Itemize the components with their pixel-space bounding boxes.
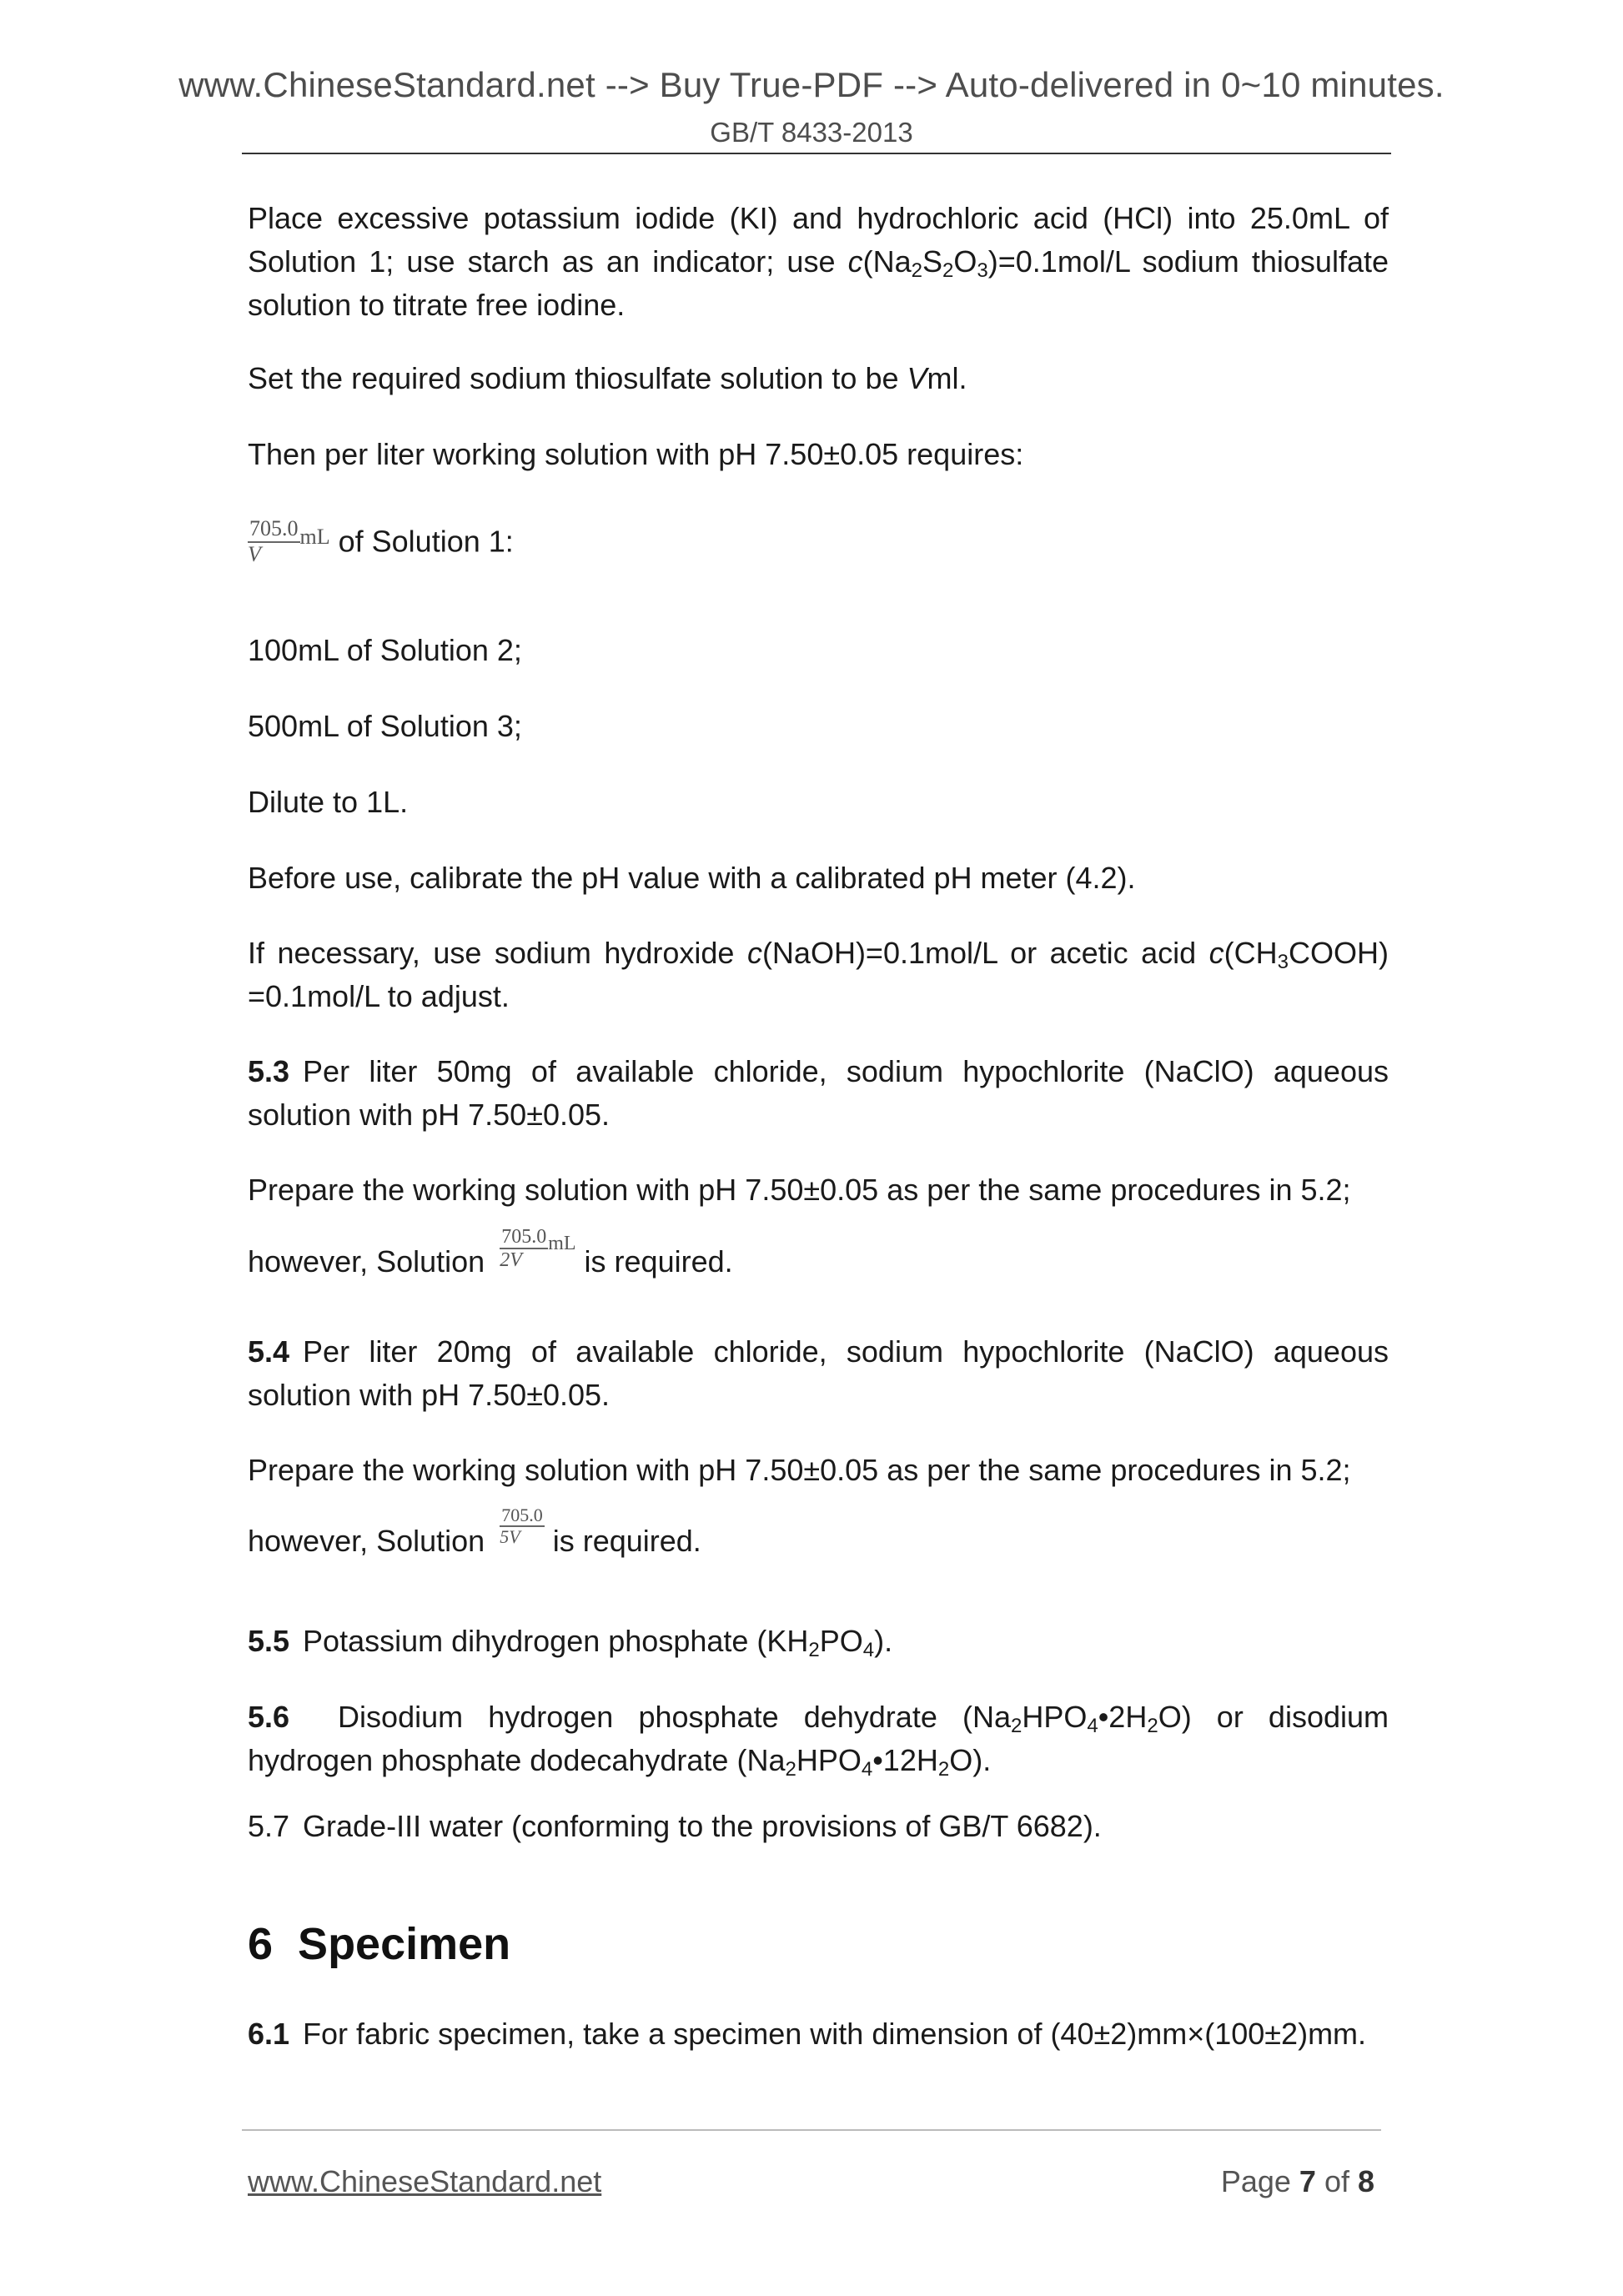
clause-5-3: 5.3 Per liter 50mg of available chloride, sodium hypochlorite (NaClO) aqueous solution with pH 7.50±0.05. <box>248 1054 1389 1132</box>
footer-divider <box>242 2129 1381 2131</box>
clause-5-4-prepare: Prepare the working solution with pH 7.50±0.05 as per the same procedures in 5.2; <box>248 1453 1351 1487</box>
paragraph-solution3: 500mL of Solution 3; <box>248 709 522 743</box>
section-heading-specimen: 6 Specimen <box>248 1919 511 1969</box>
header-divider <box>242 153 1391 154</box>
clause-6-1: 6.1 For fabric specimen, take a specimen with dimension of (40±2)mm×(100±2)mm. <box>248 2017 1367 2051</box>
paragraph-set-volume: Set the required sodium thiosulfate solution to be Vml. <box>248 361 967 395</box>
clause-5-3-prepare: Prepare the working solution with pH 7.50±0.05 as per the same procedures in 5.2; <box>248 1173 1351 1207</box>
fraction-705-over-2v: $\frac{705.0}{2V}$ <box>500 1226 547 1272</box>
clause-5-7: 5.7 Grade-III water (conforming to the provisions of GB/T 6682). <box>248 1809 1102 1843</box>
paragraph-dilute: Dilute to 1L. <box>248 785 409 819</box>
clause-5-4: 5.4 Per liter 20mg of available chloride, sodium hypochlorite (NaClO) aqueous solution with pH 7.50±0.05. <box>248 1334 1389 1412</box>
standard-code: GB/T 8433-2013 <box>710 117 913 148</box>
paragraph-titration: Place excessive potassium iodide (KI) and hydrochloric acid (HCl) into 25.0mL of Solution 1; use starch as an indicator; use $c(Na_2S_2O_3)=0.1mol/L$ sodium thiosulfate solution to titrate free iodine. <box>248 201 1389 322</box>
clause-5-5: 5.5 Potassium dihydrogen phosphate $(KH_2PO_4)$. <box>248 1624 893 1661</box>
clause-5-6: 5.6 Disodium hydrogen phosphate dehydrate $(Na_2HPO_4•2H_2O)$ or disodium hydrogen phosphate dodecahydrate $(Na_2HPO_4•12H_2O)$. <box>248 1700 1389 1781</box>
header-banner: www.ChineseStandard.net --> Buy True-PDF --> Auto-delivered in 0~10 minutes. <box>178 65 1445 104</box>
clause-5-3-however: however, Solution $\frac{705.0}{2V}$ mL is required. <box>248 1226 733 1279</box>
paragraph-adjust: If necessary, use sodium hydroxide c(NaOH)=0.1mol/L or acetic acid $c(CH_3COOH) =0.1mol/L$ to adjust. <box>248 936 1389 1013</box>
paragraph-requires: Then per liter working solution with pH 7.50±0.05 requires: <box>248 437 1024 471</box>
paragraph-solution1-amount: $\frac{705.0}{V}$ mL of Solution 1: <box>248 516 514 566</box>
paragraph-solution2: 100mL of Solution 2; <box>248 633 522 667</box>
fraction-705-over-v: $\frac{705.0}{V}$ <box>248 516 299 566</box>
fraction-705-over-5v: $\frac{705.0}{5V}$ <box>500 1505 543 1548</box>
footer-website-link[interactable]: www.ChineseStandard.net <box>248 2164 602 2198</box>
paragraph-calibrate: Before use, calibrate the pH value with a calibrated pH meter (4.2). <box>248 861 1136 895</box>
page-number: Page 7 of 8 <box>1220 2164 1374 2198</box>
clause-5-4-however: however, Solution $\frac{705.0}{5V}$ is required. <box>248 1505 701 1559</box>
